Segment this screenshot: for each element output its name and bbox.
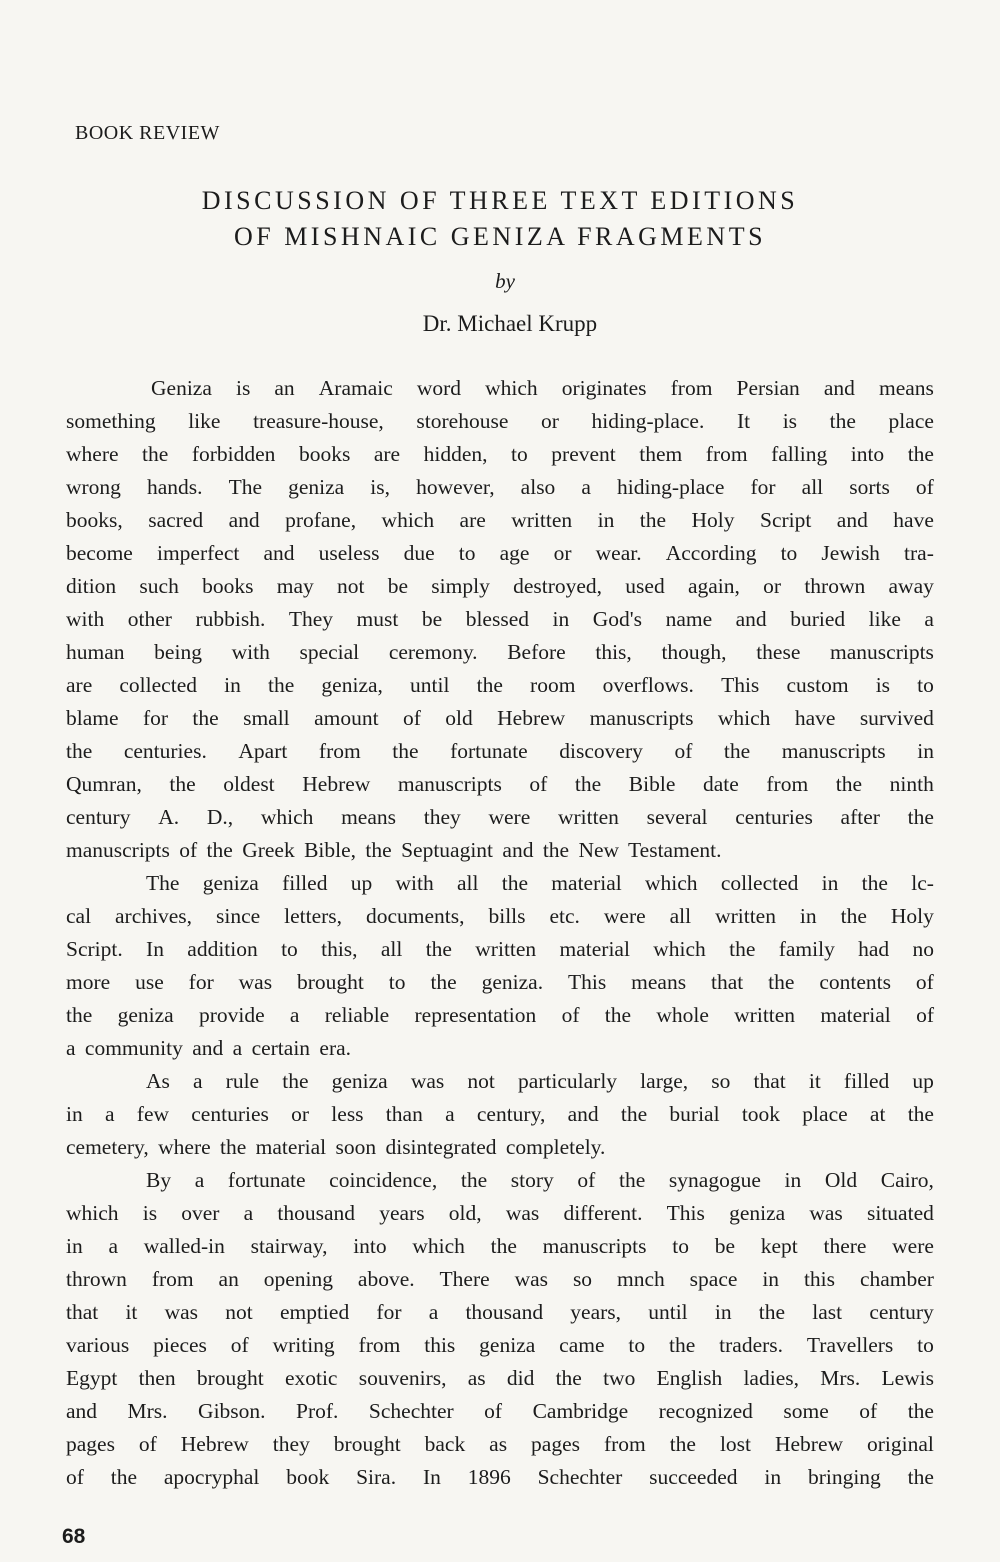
body-line: cemetery, where the material soon disintegrated completely.: [66, 1135, 606, 1159]
body-line: various pieces of writing from this geniza came to the traders. Travellers to: [66, 1333, 934, 1357]
body-line: century A. D., which means they were written several centuries after the: [66, 805, 934, 829]
body-line: with other rubbish. They must be blessed in God's name and buried like a: [66, 607, 934, 631]
body-line: are collected in the geniza, until the room overflows. This custom is to: [66, 673, 934, 697]
title-line-1: DISCUSSION OF THREE TEXT EDITIONS: [201, 186, 799, 215]
body-line: books, sacred and profane, which are written in the Holy Script and have: [66, 508, 934, 532]
body-line: something like treasure-house, storehouse or hiding-place. It is the place: [66, 409, 934, 433]
body-line: where the forbidden books are hidden, to prevent them from falling into the: [66, 442, 934, 466]
body-line: pages of Hebrew they brought back as pages from the lost Hebrew original: [66, 1432, 934, 1456]
body-line: more use for was brought to the geniza. This means that the contents of: [66, 970, 934, 994]
body-line: blame for the small amount of old Hebrew manuscripts which have survived: [66, 706, 934, 730]
body-line: manuscripts of the Greek Bible, the Septuagint and the New Testament.: [66, 838, 722, 862]
section-label: BOOK REVIEW: [75, 122, 220, 144]
body-line: As a rule the geniza was not particularly large, so that it filled up: [146, 1069, 934, 1093]
body-line: the geniza provide a reliable representation of the whole written material of: [66, 1003, 934, 1027]
body-line: By a fortunate coincidence, the story of the synagogue in Old Cairo,: [146, 1168, 934, 1192]
body-line: and Mrs. Gibson. Prof. Schechter of Cambridge recognized some of the: [66, 1399, 934, 1423]
byline-by: by: [495, 269, 515, 293]
body-line: Qumran, the oldest Hebrew manuscripts of the Bible date from the ninth: [66, 772, 934, 796]
body-line: in a few centuries or less than a century, and the burial took place at the: [66, 1102, 934, 1126]
body-line: human being with special ceremony. Before this, though, these manuscripts: [66, 640, 934, 664]
article-title: [0, 183, 1000, 255]
body-line: dition such books may not be simply destroyed, used again, or thrown away: [66, 574, 934, 598]
title-line-2: OF MISHNAIC GENIZA FRAGMENTS: [233, 222, 767, 251]
body-line: The geniza filled up with all the material which collected in the lc-: [146, 871, 934, 895]
body-line: that it was not emptied for a thousand years, until in the last century: [66, 1300, 934, 1324]
author-name: Dr. Michael Krupp: [422, 311, 598, 336]
page-number: 68: [62, 1525, 86, 1548]
body-line: Geniza is an Aramaic word which originates from Persian and means: [151, 376, 934, 400]
body-line: in a walled-in stairway, into which the manuscripts to be kept there were: [66, 1234, 934, 1258]
body-line: become imperfect and useless due to age or wear. According to Jewish tra-: [66, 541, 934, 565]
body-line: of the apocryphal book Sira. In 1896 Schechter succeeded in bringing the: [66, 1465, 934, 1489]
article-body: [66, 372, 934, 1494]
body-line: thrown from an opening above. There was so mnch space in this chamber: [66, 1267, 934, 1291]
body-line: a community and a certain era.: [66, 1036, 352, 1060]
body-line: cal archives, since letters, documents, bills etc. were all written in the Holy: [66, 904, 934, 928]
body-line: wrong hands. The geniza is, however, also a hiding-place for all sorts of: [66, 475, 934, 499]
body-line: Script. In addition to this, all the written material which the family had no: [66, 937, 934, 961]
body-line: Egypt then brought exotic souvenirs, as did the two English ladies, Mrs. Lewis: [66, 1366, 934, 1390]
body-line: which is over a thousand years old, was different. This geniza was situated: [66, 1201, 934, 1225]
body-line: the centuries. Apart from the fortunate discovery of the manuscripts in: [66, 739, 934, 763]
